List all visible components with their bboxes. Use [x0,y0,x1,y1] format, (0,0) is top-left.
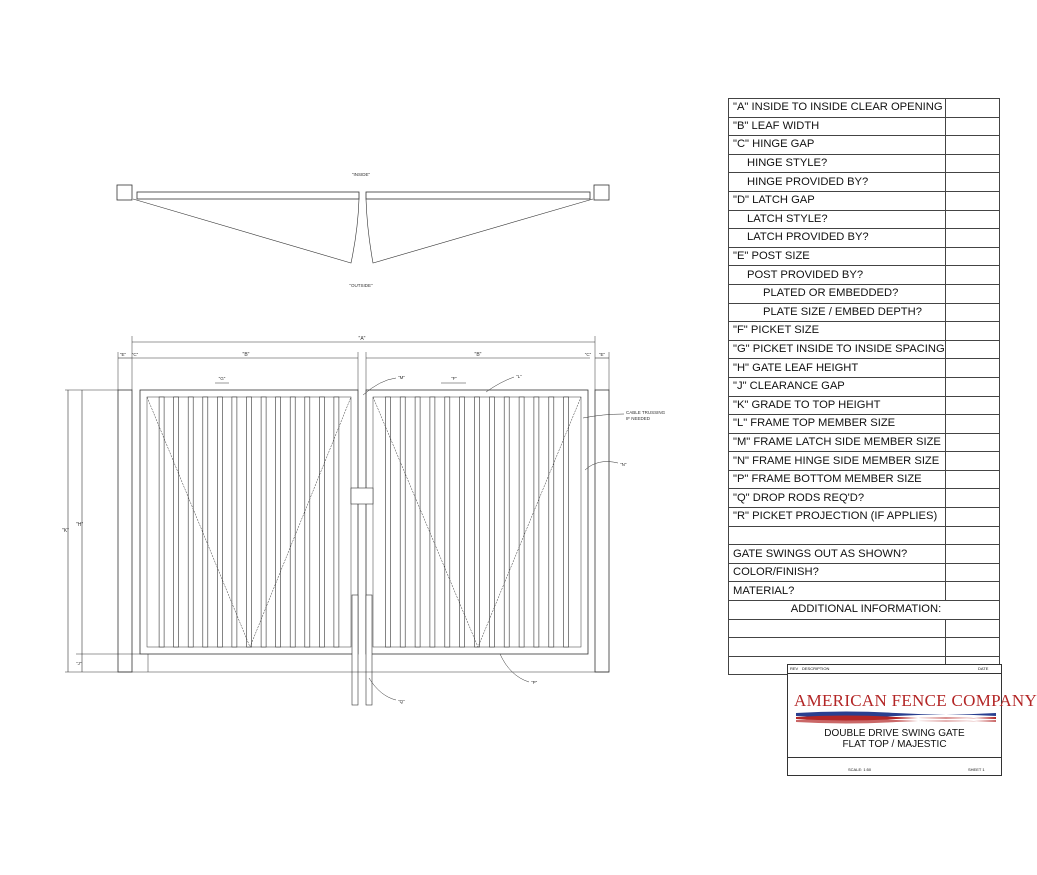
dim-g-label: "G" [218,376,226,381]
table-row [729,284,1000,303]
table-row [729,415,1000,434]
dim-c-left-label: "C" [131,352,139,357]
spec-value[interactable] [945,117,999,136]
spec-label: GATE SWINGS OUT AS SHOWN? [729,545,946,564]
tb-rev-label: REV [790,666,799,671]
plan-leaf-left [137,192,359,199]
spec-label: POST PROVIDED BY? [729,266,946,285]
plan-inside-label: "INSIDE" [351,172,371,177]
drop-rod-right [366,595,372,705]
table-row [729,508,1000,527]
table-row [729,619,1000,638]
table-row [729,452,1000,471]
table-row [729,154,1000,173]
picket [334,397,339,647]
spec-value[interactable] [945,173,999,192]
picket [188,397,193,647]
spec-label: "G" PICKET INSIDE TO INSIDE SPACING [729,340,946,359]
dim-j-label: "J" [76,661,82,666]
spec-value[interactable] [945,396,999,415]
spec-label: "J" CLEARANCE GAP [729,377,946,396]
plan-swing-arc-left [133,199,359,263]
spec-label: "A" INSIDE TO INSIDE CLEAR OPENING [729,99,946,118]
table-row [729,191,1000,210]
dim-a-label: "A" [358,336,366,342]
drawing-title-line2: FLAT TOP / MAJESTIC [842,739,947,750]
spec-value[interactable] [945,489,999,508]
picket [504,397,509,647]
drop-rod-left [352,595,358,705]
pickets-right [385,397,568,647]
spec-value[interactable] [945,359,999,378]
dim-b-right-label: "B" [474,352,482,358]
plan-leaf-right [366,192,590,199]
spec-value[interactable] [945,545,999,564]
cable-truss-label-1: CABLE TRUSSING [626,410,666,415]
drawing-title-line1: DOUBLE DRIVE SWING GATE [824,728,965,739]
spec-label: LATCH PROVIDED BY? [729,229,946,248]
table-row [729,266,1000,285]
plan-post-right [594,185,609,200]
dim-b-left-label: "B" [242,352,250,358]
picket [445,397,450,647]
dim-c-right-label: "C" [584,352,592,357]
table-row [729,247,1000,266]
spec-label: "K" GRADE TO TOP HEIGHT [729,396,946,415]
spec-value[interactable] [945,377,999,396]
spec-value[interactable] [945,526,999,545]
spec-value[interactable] [945,99,999,118]
picket [564,397,569,647]
spec-value[interactable] [945,266,999,285]
picket [489,397,494,647]
spec-label: "L" FRAME TOP MEMBER SIZE [729,415,946,434]
picket [534,397,539,647]
plan-swing-arc-right [366,199,593,263]
title-block [787,664,1037,776]
title-block-header [788,665,1001,674]
spec-label: "N" FRAME HINGE SIDE MEMBER SIZE [729,452,946,471]
spec-value[interactable] [945,136,999,155]
dim-h-label: "H" [76,522,84,528]
spec-value[interactable] [945,322,999,341]
table-row [729,117,1000,136]
spec-value[interactable] [945,452,999,471]
picket [400,397,405,647]
spec-label: "B" LEAF WIDTH [729,117,946,136]
spec-table [728,98,1000,675]
plan-outside-label: "OUTSIDE" [349,283,373,288]
spec-label: LATCH STYLE? [729,210,946,229]
spec-value[interactable] [945,563,999,582]
spec-label: PLATED OR EMBEDDED? [729,284,946,303]
table-row [729,173,1000,192]
callout-q-label: "Q" [398,699,405,704]
spec-value[interactable] [945,247,999,266]
spec-value[interactable] [945,433,999,452]
spec-value[interactable] [945,210,999,229]
title-block-footer [788,757,1001,776]
spec-value[interactable] [945,303,999,322]
table-row [729,340,1000,359]
spec-value[interactable] [945,470,999,489]
spec-label: HINGE PROVIDED BY? [729,173,946,192]
post-right [595,390,609,672]
picket [475,397,480,647]
picket [385,397,390,647]
spec-label: "M" FRAME LATCH SIDE MEMBER SIZE [729,433,946,452]
plan-post-left [117,185,132,200]
spec-value[interactable] [945,340,999,359]
table-row [729,359,1000,378]
table-row [729,563,1000,582]
spec-label: PLATE SIZE / EMBED DEPTH? [729,303,946,322]
table-row [729,489,1000,508]
spec-value[interactable] [945,229,999,248]
callout-m-label: "M" [398,375,405,380]
table-row [729,582,1000,601]
pickets-left [159,397,339,647]
spec-label: "R" PICKET PROJECTION (IF APPLIES) [729,508,946,527]
table-row [729,545,1000,564]
dim-k-label: "K" [62,528,69,534]
table-row [729,322,1000,341]
tb-description-label: DESCRIPTION [802,666,830,671]
spec-value[interactable] [945,582,999,601]
picket [217,397,222,647]
dim-f-label: "F" [451,376,457,381]
spec-label [729,526,946,545]
spec-label: "H" GATE LEAF HEIGHT [729,359,946,378]
plan-view [117,172,609,288]
picket [276,397,281,647]
spec-table-body [729,99,1000,601]
table-row [729,303,1000,322]
dim-e-right-label: "E" [598,352,606,357]
picket [460,397,465,647]
tb-scale: SCALE: 1:50 [848,767,872,772]
spec-label: "C" HINGE GAP [729,136,946,155]
post-left [118,390,132,672]
spec-value[interactable] [945,154,999,173]
spec-label: "Q" DROP RODS REQ'D? [729,489,946,508]
table-row [729,470,1000,489]
table-row [729,99,1000,118]
spec-value[interactable] [945,508,999,527]
picket [174,397,179,647]
table-row [729,526,1000,545]
elevation-view [62,336,666,705]
spec-label: "F" PICKET SIZE [729,322,946,341]
dim-e-left-label: "E" [119,352,127,357]
spec-label: COLOR/FINISH? [729,563,946,582]
table-row [729,377,1000,396]
picket [305,397,310,647]
spec-value[interactable] [945,415,999,434]
picket [430,397,435,647]
picket [159,397,164,647]
callout-l-label: "L" [516,374,522,379]
flag-stripe-icon [796,710,996,722]
spec-label: MATERIAL? [729,582,946,601]
spec-label: HINGE STYLE? [729,154,946,173]
picket [415,397,420,647]
spec-label: "E" POST SIZE [729,247,946,266]
callout-p-label: "P" [531,680,538,685]
picket [247,397,252,647]
tb-sheet: SHEET 1 [968,767,985,772]
spec-label: "D" LATCH GAP [729,191,946,210]
spec-value[interactable] [945,191,999,210]
cable-truss-label-2: IF NEEDED [626,416,651,421]
additional-info-label: ADDITIONAL INFORMATION: [729,601,1000,620]
picket [319,397,324,647]
tb-date-label: DATE [978,666,989,671]
latch [351,488,373,504]
table-row [729,136,1000,155]
table-row [729,229,1000,248]
spec-label: "P" FRAME BOTTOM MEMBER SIZE [729,470,946,489]
picket [519,397,524,647]
table-row [729,396,1000,415]
picket [290,397,295,647]
table-row [729,601,1000,620]
table-row [729,638,1000,657]
spec-value[interactable] [945,284,999,303]
table-row [729,210,1000,229]
picket [203,397,208,647]
table-row [729,433,1000,452]
company-logo: AMERICAN FENCE COMPANY [794,691,1037,710]
picket [549,397,554,647]
callout-n-label: "N" [620,462,627,467]
